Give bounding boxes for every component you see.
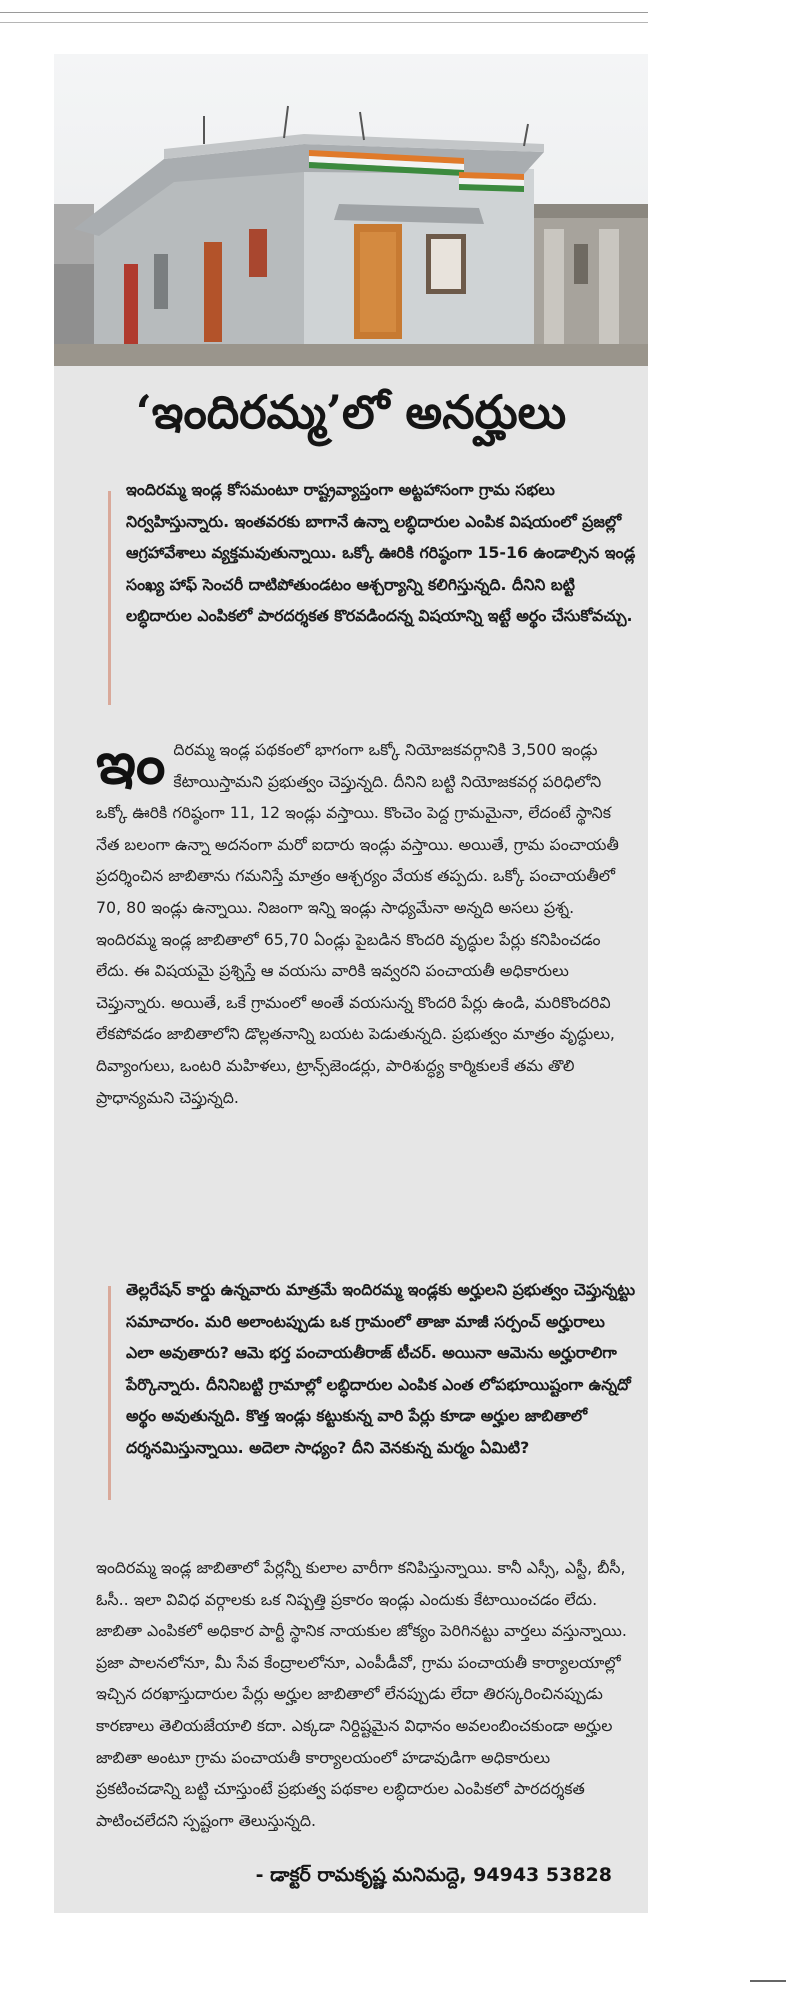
headline: ‘ఇందిరమ్మ’లో అనర్హులు	[135, 385, 567, 439]
drop-cap: ఇం	[96, 729, 166, 797]
newspaper-article	[54, 54, 648, 1913]
quote-accent-bar-2	[108, 1286, 111, 1500]
top-rule	[0, 12, 648, 13]
page-corner-mark	[750, 1980, 786, 1987]
body-paragraph-1	[96, 729, 636, 1113]
house-photo	[54, 54, 648, 366]
author-byline: - డాక్టర్ రామకృష్ణ మనిమద్దె, 94943 53828	[255, 1864, 612, 1886]
intro-quote: ఇందిరమ్మ ఇండ్ల కోసమంటూ రాష్ట్రవ్యాప్తంగా అట్టహాసంగా గ్రామ సభలు నిర్వహిస్తున్నారు. ఇంతవరకు బాగానే ఉన్నా లబ్ధిదారుల ఎంపిక విషయంలో ప్రజల్లో ఆగ్రహావేశాలు వ్యక్తమవుతున్నాయి. ఒక్కో ఊరికి గరిష్ఠంగా 15-16 ఉండాల్సిన ఇండ్ల సంఖ్య హాఫ్ సెంచరీ దాటిపోతుండటం ఆశ్చర్యాన్ని కలిగిస్తున్నది. దీనిని బట్టి లబ్ధిదారుల ఎంపికలో పారదర్శకత కొరవడిందన్న విషయాన్ని ఇట్టే అర్థం చేసుకోవచ్చు.	[126, 480, 636, 626]
top-rule-secondary	[0, 22, 648, 23]
body-paragraph-2: ఇందిరమ్మ ఇండ్ల జాబితాలో పేర్లన్నీ కులాల వారీగా కనిపిస్తున్నాయి. కానీ ఎస్సీ, ఎస్టీ, బీసీ, ఓసీ.. ఇలా వివిధ వర్గాలకు ఒక నిష్పత్తి ప్రకారం ఇండ్లు ఎందుకు కేటాయించడం లేదు. జాబితా ఎంపికలో అధికార పార్టీ స్థానిక నాయకుల జోక్యం పెరిగినట్టు వార్తలు వస్తున్నాయి. ప్రజా పాలనలోనూ, మీ సేవ కేంద్రాలలోనూ, ఎంపీడీవో, గ్రామ పంచాయతీ కార్యాలయాల్లో ఇచ్చిన దరఖాస్తుదారుల పేర్లు అర్హుల జాబితాలో లేనప్పుడు లేదా తిరస్కరించినప్పుడు కారణాలు తెలియజేయాలి కదా. ఎక్కడా నిర్దిష్టమైన విధానం అవలంబించకుండా అర్హుల జాబితా అంటూ గ్రామ పంచాయతీ కార్యాలయంలో హడావుడిగా అధికారులు ప్రకటించడాన్ని బట్టి చూస్తుంటే ప్రభుత్వ పథకాల లబ్ధిదారుల ఎంపికలో పారదర్శకత పాటించలేదని స్పష్టంగా తెలుస్తున్నది.	[96, 1558, 627, 1830]
quote-accent-bar	[108, 491, 111, 705]
body-paragraph-1-text: దిరమ్మ ఇండ్ల పథకంలో భాగంగా ఒక్కో నియోజకవర్గానికి 3,500 ఇండ్లు కేటాయిస్తామని ప్రభుత్వం చెప్తున్నది. దీనిని బట్టి నియోజకవర్గ పరిధిలోని ఒక్కో ఊరికి గరిష్ఠంగా 11, 12 ఇండ్లు వస్తాయి. కొంచెం పెద్ద గ్రామమైనా, లేదంటే స్థానిక నేత బలంగా ఉన్నా అదనంగా మరో ఐదారు ఇండ్లు వస్తాయి. అయితే, గ్రామ పంచాయతీ ప్రదర్శించిన జాబితాను గమనిస్తే మాత్రం ఆశ్చర్యం వేయక తప్పదు. ఒక్కో పంచాయతీలో 70, 80 ఇండ్లు ఉన్నాయి. నిజంగా ఇన్ని ఇండ్లు సాధ్యమేనా అన్నది అసలు ప్రశ్న. ఇందిరమ్మ ఇండ్ల జాబితాలో 65,70 ఏండ్లు పైబడిన కొందరి వృద్ధుల పేర్లు కనిపించడం లేదు. ఈ విషయమై ప్రశ్నిస్తే ఆ వయసు వారికి ఇవ్వరని పంచాయతీ అధికారులు చెప్తున్నారు. అయితే, ఒకే గ్రామంలో అంతే వయసున్న కొందరి పేర్లు ఉండి, మరికొందరివి లేకపోవడం జాబితాలోని డొల్లతనాన్ని బయట పెడుతున్నది. ప్రభుత్వం మాత్రం వృద్ధులు, దివ్యాంగులు, ఒంటరి మహిళలు, ట్రాన్స్‌జెండర్లు, పారిశుద్ధ్య కార్మికులకే తమ తొలి ప్రాధాన్యమని చెప్తున్నది.	[96, 740, 619, 1107]
mid-quote: తెల్లరేషన్ కార్డు ఉన్నవారు మాత్రమే ఇందిరమ్మ ఇండ్లకు అర్హులని ప్రభుత్వం చెప్తున్నట్టు సమాచారం. మరి అలాంటప్పుడు ఒక గ్రామంలో తాజా మాజీ సర్పంచ్ అర్హురాలు ఎలా అవుతారు? ఆమె భర్త పంచాయతీరాజ్ టీచర్. అయినా ఆమెను అర్హురాలిగా పేర్కొన్నారు. దీనినిబట్టి గ్రామాల్లో లబ్ధిదారుల ఎంపిక ఎంత లోపభూయిష్టంగా ఉన్నదో అర్థం అవుతున్నది. కొత్త ఇండ్లు కట్టుకున్న వారి పేర్లు కూడా అర్హుల జాబితాలో దర్శనమిస్తున్నాయి. అదెలా సాధ్యం? దీని వెనకున్న మర్మం ఏమిటి?	[126, 1280, 636, 1457]
